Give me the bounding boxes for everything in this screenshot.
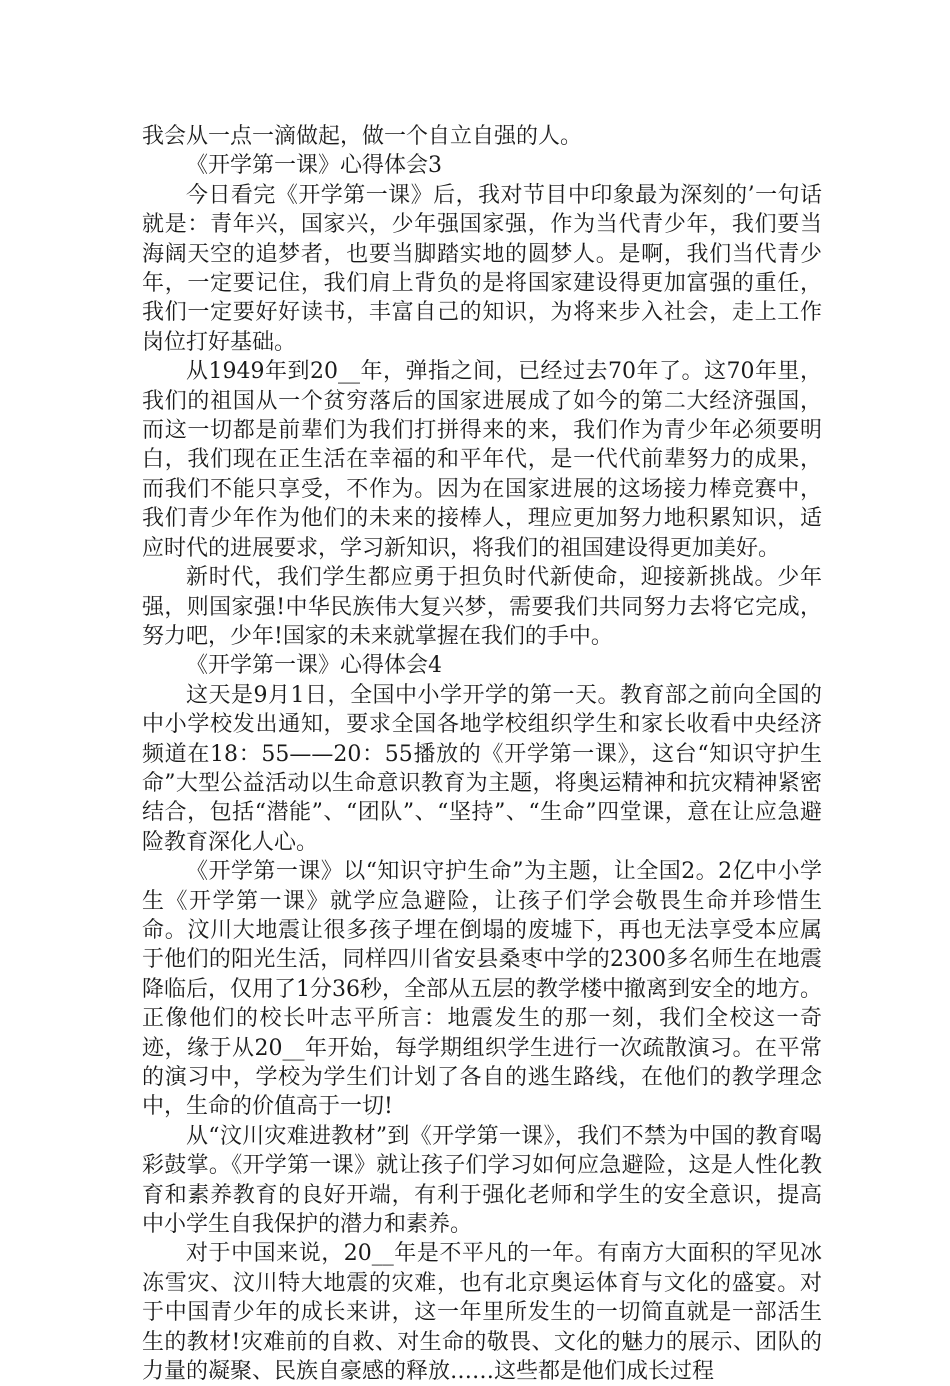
section-heading: 《开学第一课》心得体会3	[186, 153, 442, 179]
paragraph: 《开学第一课》以“知识守护生命”为主题，让全国2。2亿中小学生《开学第一课》就学应急避险，让孩子们学会敬畏生命并珍惜生命。汶川大地震让很多孩子埋在倒塌的废墟下，再也无法享受本应属于他们的阳光生活，同样四川省安县桑枣中学的2300多名师生在地震降临后，仅用了1分36秒，全部从五层的教学楼中撤离到安全的地方。正像他们的校长叶志平所言：地震发生的那一刻，我们全校这一奇迹，缘于从20__年开始，每学期组织学生进行一次疏散演习。在平常的演习中，学校为学生们计划了各自的逃生路线，在他们的教学理念中，生命的价值高于一切!	[142, 859, 822, 1120]
opening-line: 我会从一点一滴做起，做一个自立自强的人。	[142, 124, 583, 149]
paragraph: 这天是9月1日，全国中小学开学的第一天。教育部之前向全国的中小学校发出通知，要求全国各地学校组织学生和家长收看中央经济频道在18：55——20：55播放的《开学第一课》，这台“知识守护生命”大型公益活动以生命意识教育为主题，将奥运精神和抗灾精神紧密结合，包括“潜能”、“团队”、“坚持”、“生命”四堂课，意在让应急避险教育深化人心。	[142, 682, 822, 855]
section-heading: 《开学第一课》心得体会4	[186, 653, 442, 679]
paragraph: 从1949年到20__年，弹指之间，已经过去70年了。这70年里，我们的祖国从一个贫穷落后的国家进展成了如今的第二大经济强国，而这一切都是前辈们为我们打拼得来的来，我们作为青少年必须要明白，我们现在正生活在幸福的和平年代，是一代代前辈努力的成果，而我们不能只享受，不作为。因为在国家进展的这场接力棒竞赛中，我们青少年作为他们的未来的接棒人，理应更加努力地积累知识，适应时代的进展要求，学习新知识，将我们的祖国建设得更加美好。	[142, 359, 822, 561]
document-page	[142, 122, 822, 1386]
paragraph: 对于中国来说，20__年是不平凡的一年。有南方大面积的罕见冰冻雪灾、汶川特大地震的灾难，也有北京奥运体育与文化的盛宴。对于中国青少年的成长来讲，这一年里所发生的一切简直就是一部活生生的教材!灾难前的自救、对生命的敬畏、文化的魅力的展示、团队的力量的凝聚、民族自豪感的释放……这些都是他们成长过程	[142, 1241, 822, 1385]
paragraph: 今日看完《开学第一课》后，我对节目中印象最为深刻的’一句话就是：青年兴，国家兴，少年强国家强，作为当代青少年，我们要当海阔天空的追梦者，也要当脚踏实地的圆梦人。是啊，我们当代青少年，一定要记住，我们肩上背负的是将国家建设得更加富强的重任，我们一定要好好读书，丰富自己的知识，为将来步入社会，走上工作岗位打好基础。	[142, 182, 822, 355]
paragraph: 新时代，我们学生都应勇于担负时代新使命，迎接新挑战。少年强，则国家强!中华民族伟大复兴梦，需要我们共同努力去将它完成，努力吧，少年!国家的未来就掌握在我们的手中。	[142, 565, 822, 649]
paragraph: 从“汶川灾难进教材”到《开学第一课》，我们不禁为中国的教育喝彩鼓掌。《开学第一课》就让孩子们学习如何应急避险，这是人性化教育和素养教育的良好开端，有利于强化老师和学生的安全意识，提高中小学生自我保护的潜力和素养。	[142, 1123, 822, 1238]
